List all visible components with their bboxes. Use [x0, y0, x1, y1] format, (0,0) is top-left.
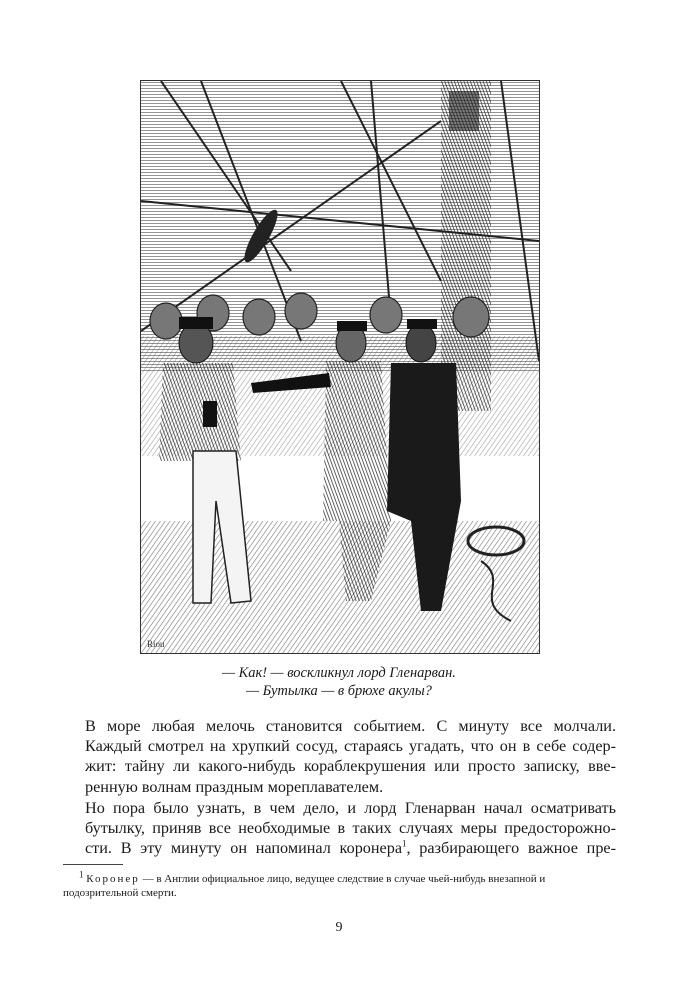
ship-deck-engraving-icon [141, 81, 539, 653]
footnote [63, 869, 616, 900]
illustration-caption [100, 664, 578, 700]
footnote-term: Коронер [86, 873, 140, 885]
illustrator-signature: Riou [147, 639, 165, 649]
paragraph-1 [63, 716, 616, 797]
text-line-with-footnote [63, 838, 616, 858]
paragraph-2 [63, 798, 616, 859]
text-line: ренную волнам праздным мореплавателем. [85, 777, 384, 796]
footnote-line-1 [63, 869, 616, 886]
page-number: 9 [335, 920, 343, 935]
engraving-illustration [140, 80, 540, 654]
footnote-mark: 1 [79, 869, 84, 880]
text-fragment: сти. В эту минуту он напоминал коронера [85, 839, 403, 858]
text-fragment: , разбирающего важное пре- [406, 839, 616, 858]
text-line: В море любая мелочь становится событием. С минуту все молчали. [85, 717, 616, 735]
caption-line-1: — Как! — воскликнул лорд Гленарван. [222, 665, 456, 681]
footnote-text: — в Англии официальное лицо, ведущее следствие в случае чьей-нибудь внезапной и [139, 873, 546, 885]
footnote-divider [63, 864, 123, 865]
text-line: Каждый смотрел на хрупкий сосуд, стараясь угадать, что он в себе содер- [85, 737, 616, 756]
text-line: жит: тайну ли какого-нибудь кораблекрушения или просто записку, ввe- [85, 757, 616, 776]
footnote-line-2: подозрительной смерти. [63, 887, 177, 899]
caption-line-2: — Бутылка — в брюхе акулы? [246, 683, 432, 699]
text-line: Но пора было узнать, в чем дело, и лорд Гленарван начал осматривать [85, 798, 616, 817]
footnote-reference[interactable]: 1 [402, 838, 407, 849]
text-line: бутылку, приняв все необходимые в таких случаях меры предосторожно- [85, 819, 616, 838]
body-text [63, 716, 616, 858]
